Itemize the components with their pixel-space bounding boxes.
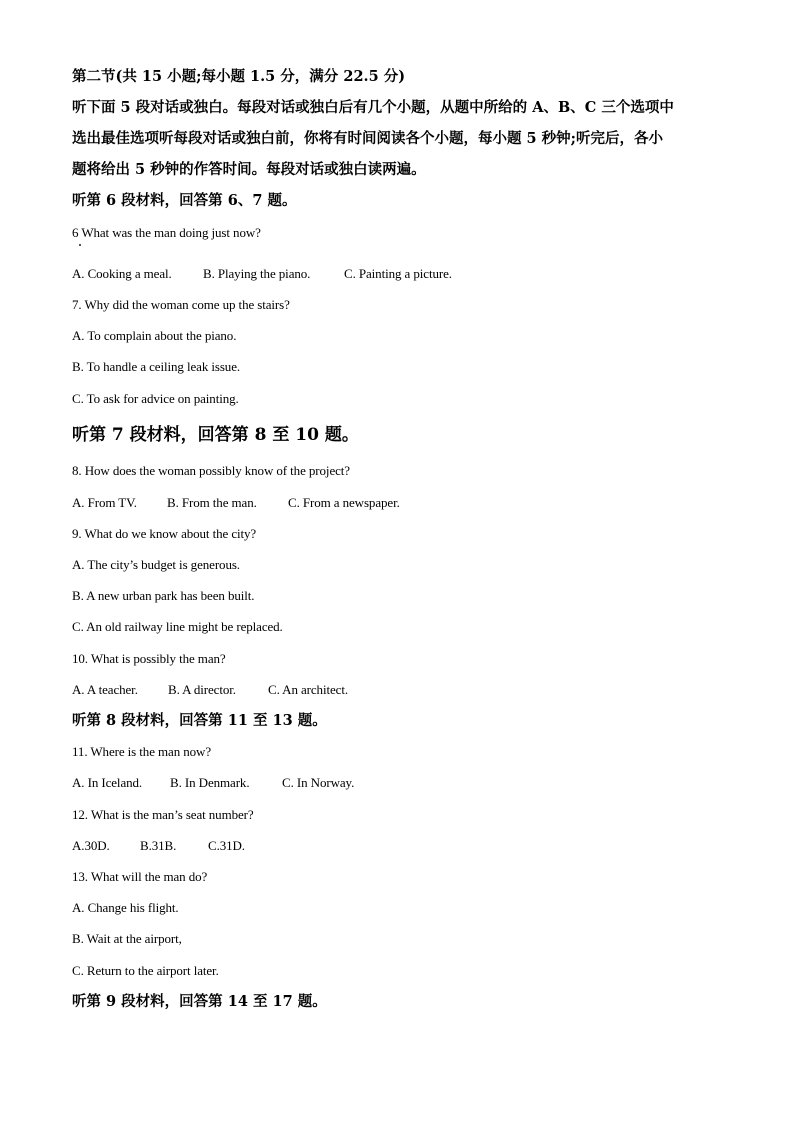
question-7-option-b: B. To handle a ceiling leak issue. [72, 359, 241, 374]
instructions-line-1: 听下面 5 段对话或独白。每段对话或独白后有几个小题，从题中所给的 A、B、C 三个选项中 [72, 99, 674, 116]
group-header-9: 听第 9 段材料，回答第 14 至 17 题。 [72, 993, 327, 1010]
question-9-stem: 9. What do we know about the city? [72, 526, 257, 541]
question-10-stem: 10. What is possibly the man? [72, 651, 226, 666]
question-13-option-a: A. Change his flight. [72, 900, 179, 915]
question-9-option-c: C. An old railway line might be replaced. [72, 619, 283, 634]
group-header-7: 听第 7 段材料，回答第 8 至 10 题。 [72, 425, 359, 445]
question-8-option-c: C. From a newspaper. [288, 495, 400, 510]
question-8-option-b: B. From the man. [167, 495, 257, 510]
question-12-options [72, 837, 245, 855]
question-6-stem: 6 What was the man doing just now? [72, 225, 261, 240]
question-10-option-c: C. An architect. [268, 682, 348, 697]
question-13-option-c: C. Return to the airport later. [72, 963, 219, 978]
question-13-option-b: B. Wait at the airport, [72, 931, 182, 946]
question-12-option-b: B.31B. [140, 838, 177, 853]
question-13-stem: 13. What will the man do? [72, 869, 208, 884]
question-7-option-c: C. To ask for advice on painting. [72, 391, 239, 406]
question-12-option-c: C.31D. [208, 838, 245, 853]
question-10-option-b: B. A director. [168, 682, 236, 697]
question-6-option-a: A. Cooking a meal. [72, 266, 172, 281]
question-12-stem: 12. What is the man’s seat number? [72, 807, 254, 822]
instructions-line-3: 题将给出 5 秒钟的作答时间。每段对话或独白读两遍。 [72, 161, 426, 178]
question-7-option-a: A. To complain about the piano. [72, 328, 237, 343]
question-11-option-c: C. In Norway. [282, 775, 355, 790]
question-6-options [72, 265, 452, 283]
stray-dot [79, 244, 81, 246]
question-9-option-a: A. The city’s budget is generous. [72, 557, 240, 572]
question-10-options [72, 681, 348, 699]
question-12-option-a: A.30D. [72, 838, 110, 853]
group-header-6: 听第 6 段材料，回答第 6、7 题。 [72, 192, 297, 209]
question-11-options [72, 774, 354, 792]
question-8-options [72, 494, 400, 512]
section-heading: 第二节(共 15 小题;每小题 1.5 分，满分 22.5 分) [72, 68, 406, 85]
question-7-stem: 7. Why did the woman come up the stairs? [72, 297, 290, 312]
question-11-option-b: B. In Denmark. [170, 775, 250, 790]
question-6-option-b: B. Playing the piano. [203, 266, 311, 281]
group-header-8: 听第 8 段材料，回答第 11 至 13 题。 [72, 712, 327, 729]
question-10-option-a: A. A teacher. [72, 682, 138, 697]
question-9-option-b: B. A new urban park has been built. [72, 588, 255, 603]
question-8-stem: 8. How does the woman possibly know of the project? [72, 463, 350, 478]
question-6-option-c: C. Painting a picture. [344, 266, 452, 281]
question-11-option-a: A. In Iceland. [72, 775, 143, 790]
instructions-line-2: 选出最佳选项听每段对话或独白前，你将有时间阅读各个小题，每小题 5 秒钟;听完后，各小 [72, 130, 664, 147]
question-11-stem: 11. Where is the man now? [72, 744, 212, 759]
question-8-option-a: A. From TV. [72, 495, 137, 510]
